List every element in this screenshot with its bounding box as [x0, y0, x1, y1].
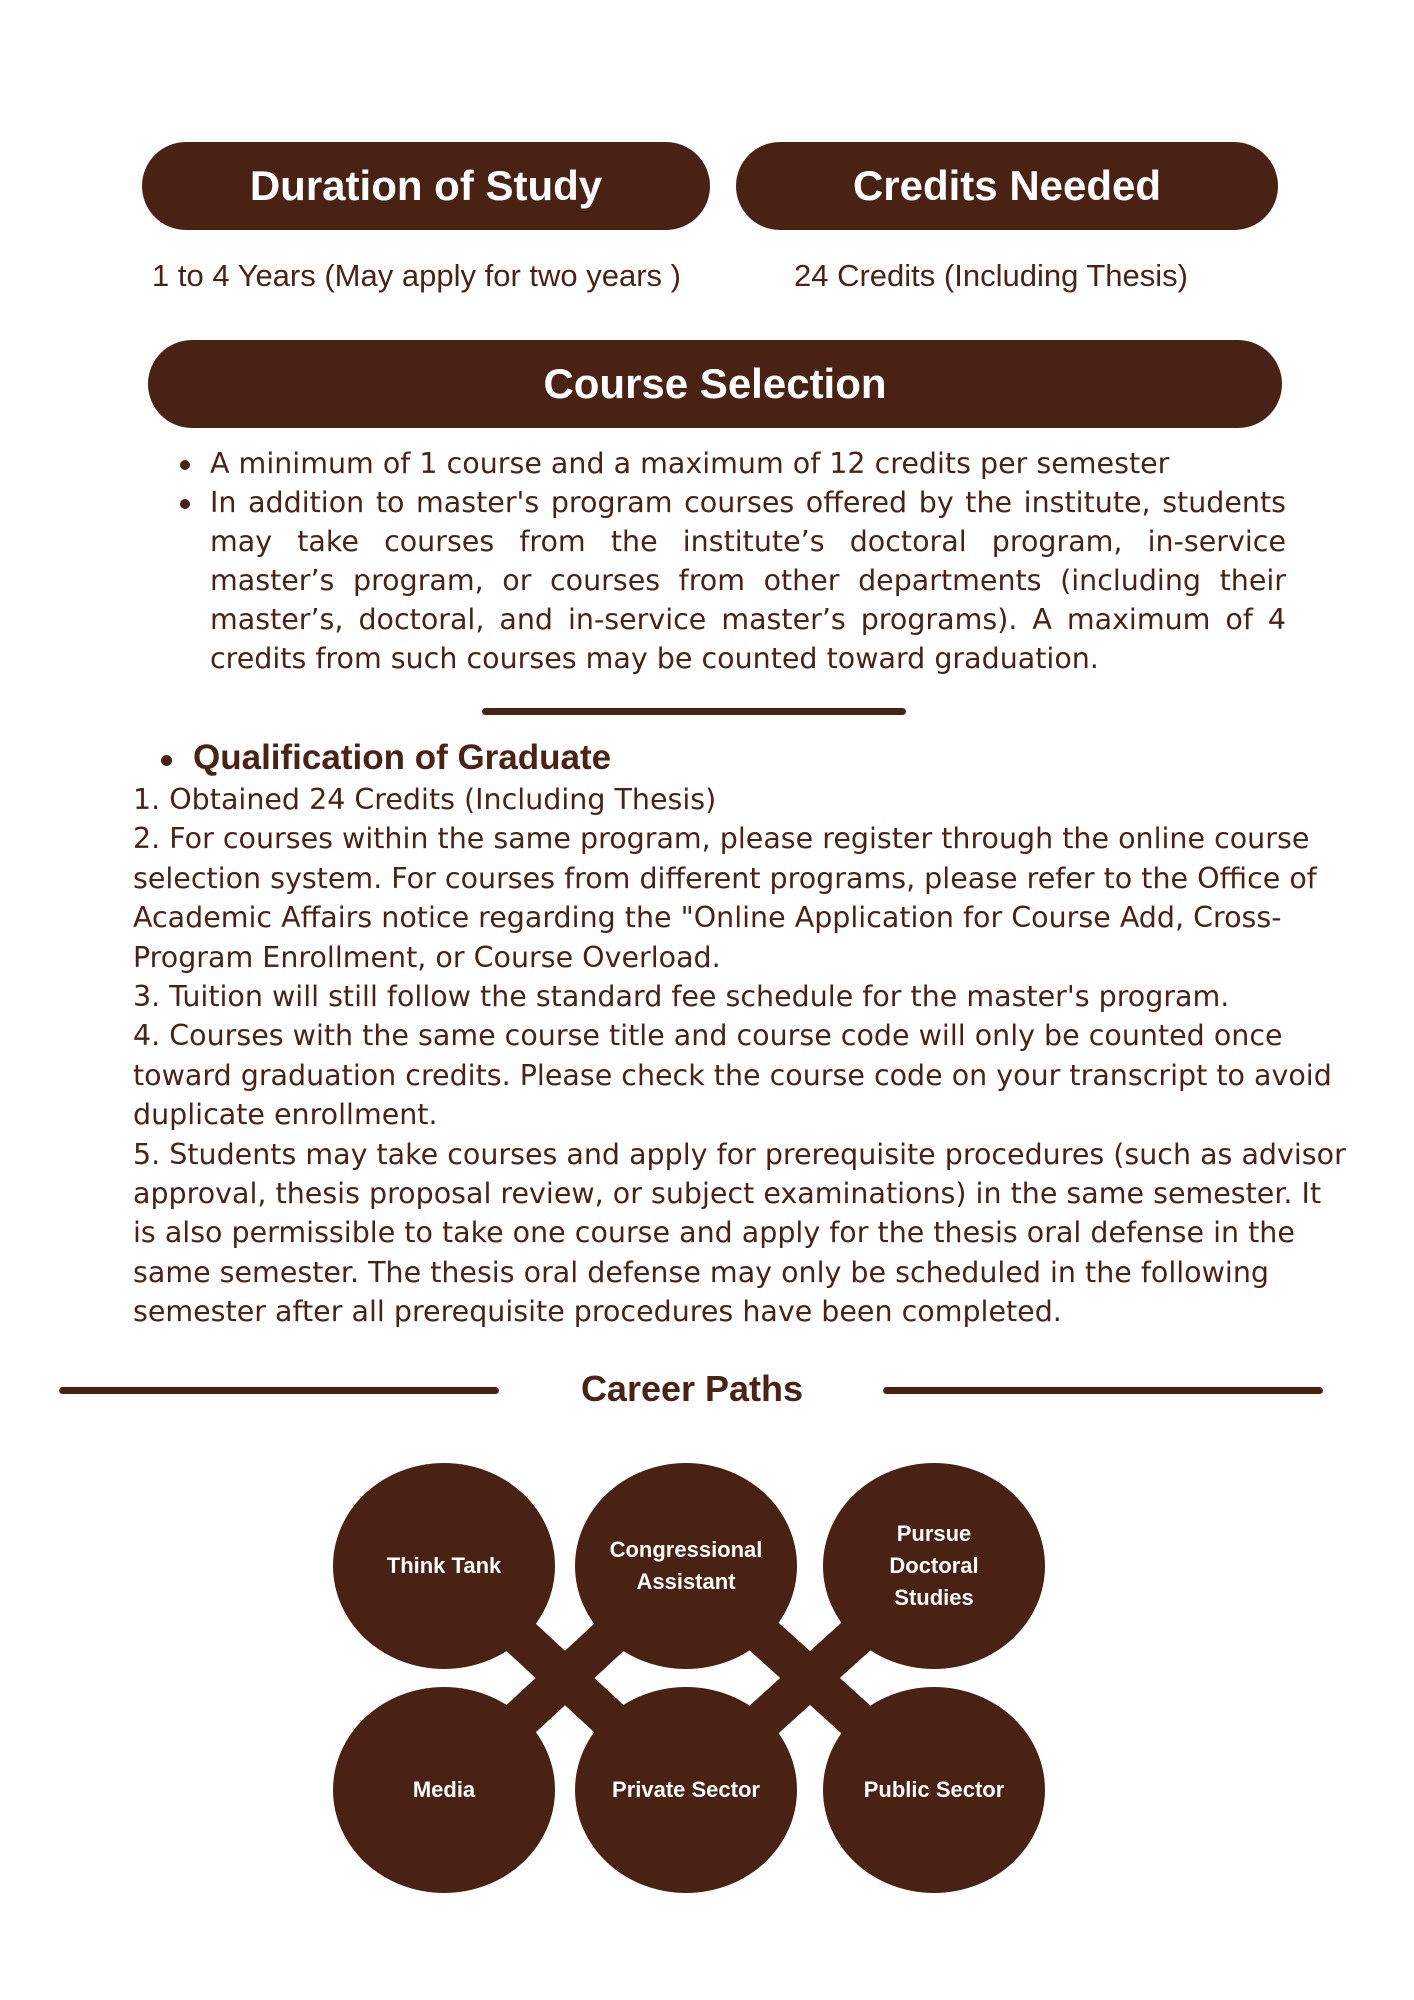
duration-value: 1 to 4 Years (May apply for two years )	[152, 258, 681, 293]
list-item: 5. Students may take courses and apply for prerequisite procedures (such as advisor approval, thesis proposal review, or subject examinations) in the same semester. It is also permissible to take one course and apply for the thesis oral defense in the same semester. The thesis oral defense may only be scheduled in the following semester after all prerequisite procedures have been completed.	[133, 1137, 1346, 1329]
career-label: Congressional Assistant	[609, 1537, 763, 1594]
list-item: 3. Tuition will still follow the standard fee schedule for the master's program.	[133, 980, 1230, 1014]
credits-heading: Credits Needed	[736, 142, 1278, 230]
career-paths-heading: Career Paths	[580, 1368, 804, 1409]
career-label: Pursue Doctoral Studies	[889, 1521, 979, 1610]
career-label: Private Sector	[612, 1777, 760, 1802]
career-label: Public Sector	[863, 1777, 1005, 1802]
list-item: 2. For courses within the same program, please register through the online course selection system. For courses from different programs, please refer to the Office of Academic Affairs notice regarding the "Online Application for Course Add, Cross-Program Enrollment, or Course Overload.	[133, 822, 1317, 974]
career-label: Media	[412, 1777, 476, 1802]
list-item: In addition to master's program courses offered by the institute, students may take courses from the institute’s doctoral program, in-service master’s program, or courses from other departments (including their master’s, doctoral, and in-service master’s programs). A maximum of 4 credits from such courses may be counted toward graduation.	[178, 483, 1286, 678]
list-item: A minimum of 1 course and a maximum of 12 credits per semester	[178, 444, 1286, 483]
career-label: Think Tank	[386, 1553, 502, 1578]
list-item: 1. Obtained 24 Credits (Including Thesis)	[133, 783, 717, 816]
list-item: 4. Courses with the same course title and course code will only be counted once toward graduation credits. Please check the course code on your transcript to avoid duplicate enrollment.	[133, 1019, 1332, 1132]
qualification-heading: Qualification of Graduate	[193, 738, 612, 777]
credits-value: 24 Credits (Including Thesis)	[794, 258, 1188, 293]
course-selection-heading: Course Selection	[148, 340, 1282, 428]
duration-heading: Duration of Study	[142, 142, 710, 230]
